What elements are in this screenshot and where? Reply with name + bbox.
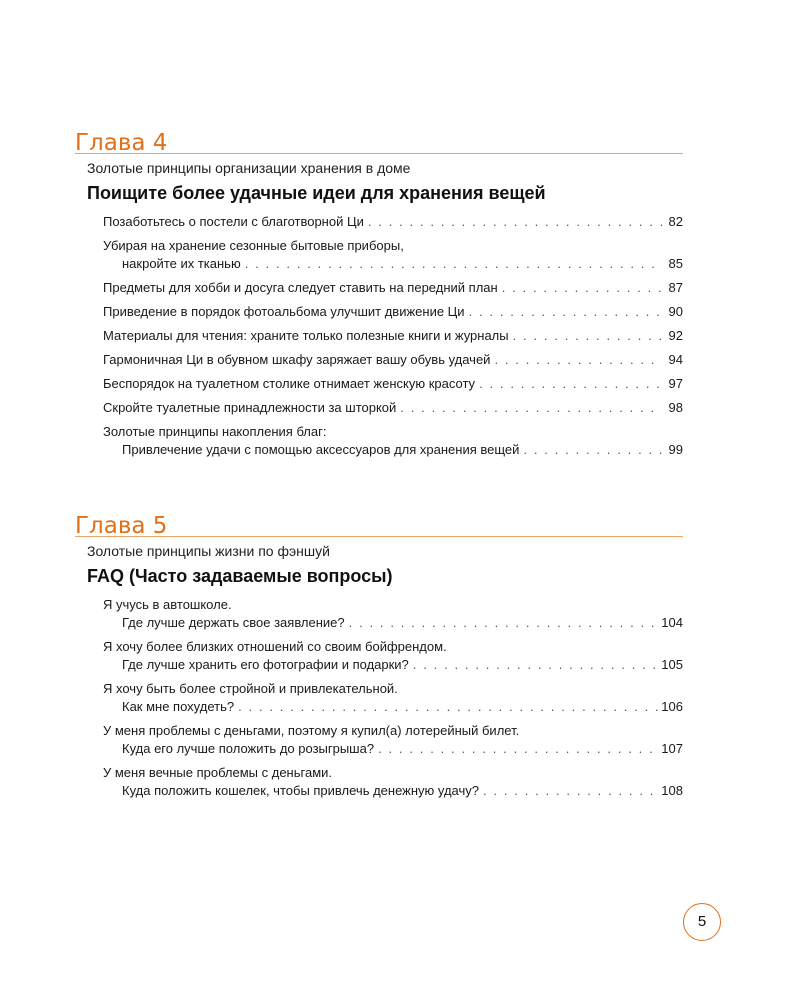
toc-entry[interactable] (103, 423, 683, 459)
chapter-title: Глава 5 (75, 513, 168, 539)
toc-entry-text: Гармоничная Ци в обувном шкафу заряжает вашу обувь удачей (103, 352, 491, 367)
toc-entry-text: Материалы для чтения: храните только полезные книги и журналы (103, 328, 509, 343)
chapter-subtitle: Золотые принципы жизни по фэншуй (87, 543, 330, 559)
toc-entry[interactable] (103, 399, 683, 417)
chapter-4 (75, 130, 683, 465)
toc-page-number: 92 (668, 328, 683, 343)
toc-entry-text: Я хочу более близких отношений со своим бойфрендом. (103, 639, 447, 654)
toc-page-number: 98 (668, 400, 683, 415)
toc-entry-text: Предметы для хобби и досуга следует ставить на передний план (103, 280, 498, 295)
toc-entry[interactable] (103, 680, 683, 716)
dot-leader (494, 351, 662, 369)
chapter-heading: Поищите более удачные идеи для хранения вещей (87, 183, 546, 203)
chapter-5 (75, 513, 683, 806)
toc-entry-text: Приведение в порядок фотоальбома улучшит движение Ци (103, 304, 465, 319)
toc-entry-text: накройте их тканью (122, 256, 241, 271)
toc-entry[interactable] (103, 764, 683, 800)
toc-entry[interactable] (103, 375, 683, 393)
chapter-heading: FAQ (Часто задаваемые вопросы) (87, 566, 393, 586)
toc-entry-text: У меня проблемы с деньгами, поэтому я купил(а) лотерейный билет. (103, 723, 520, 738)
dot-leader (513, 327, 662, 345)
dot-leader (245, 255, 662, 273)
dot-leader (378, 740, 658, 758)
dot-leader (483, 782, 658, 800)
toc-entry[interactable] (103, 213, 683, 231)
toc-entry-text: Где лучше хранить его фотографии и подарки? (122, 657, 409, 672)
toc-page-number: 99 (668, 442, 683, 457)
toc-page-number: 94 (668, 352, 683, 367)
toc-page-number: 106 (661, 699, 683, 714)
dot-leader (502, 279, 662, 297)
chapter-title: Глава 4 (75, 130, 168, 156)
toc-page-number: 90 (668, 304, 683, 319)
toc-entry-text: Золотые принципы накопления благ: (103, 424, 327, 439)
toc-entry-text: У меня вечные проблемы с деньгами. (103, 765, 333, 780)
chapter-divider (75, 536, 683, 537)
toc-list (103, 213, 683, 459)
toc-entry-text: Куда положить кошелек, чтобы привлечь денежную удачу? (122, 783, 479, 798)
toc-page-number: 104 (661, 615, 683, 630)
chapter-header (75, 513, 683, 539)
toc-entry[interactable] (103, 279, 683, 297)
toc-page-number: 87 (668, 280, 683, 295)
toc-entry-text: Позаботьтесь о постели с благотворной Ци (103, 214, 364, 229)
toc-entry-text: Я хочу быть более стройной и привлекательной. (103, 681, 398, 696)
page-number-badge: 5 (683, 903, 721, 941)
toc-entry-text: Куда его лучше положить до розыгрыша? (122, 741, 375, 756)
dot-leader (469, 303, 662, 321)
toc-entry-text: Убирая на хранение сезонные бытовые приборы, (103, 238, 404, 253)
toc-entry[interactable] (103, 327, 683, 345)
toc-page-number: 97 (668, 376, 683, 391)
toc-entry[interactable] (103, 237, 683, 273)
dot-leader (413, 656, 659, 674)
dot-leader (400, 399, 662, 417)
toc-page-number: 82 (668, 214, 683, 229)
toc-entry-text: Скройте туалетные принадлежности за шторкой (103, 400, 397, 415)
toc-entry[interactable] (103, 596, 683, 632)
chapter-divider (75, 153, 683, 154)
toc-entry-text: Где лучше держать свое заявление? (122, 615, 345, 630)
toc-entry[interactable] (103, 303, 683, 321)
toc-list (103, 596, 683, 800)
toc-entry-text: Беспорядок на туалетном столике отнимает женскую красоту (103, 376, 476, 391)
toc-page-number: 108 (661, 783, 683, 798)
toc-page-number: 107 (661, 741, 683, 756)
dot-leader (368, 213, 662, 231)
dot-leader (349, 614, 659, 632)
toc-entry[interactable] (103, 722, 683, 758)
toc-page-number: 85 (668, 256, 683, 271)
toc-entry-text: Я учусь в автошколе. (103, 597, 232, 612)
chapter-subtitle: Золотые принципы организации хранения в доме (87, 160, 411, 176)
dot-leader (479, 375, 662, 393)
chapter-header (75, 130, 683, 156)
toc-entry-text: Как мне похудеть? (122, 699, 235, 714)
toc-entry[interactable] (103, 638, 683, 674)
dot-leader (523, 441, 662, 459)
dot-leader (238, 698, 658, 716)
toc-entry[interactable] (103, 351, 683, 369)
toc-page-number: 105 (661, 657, 683, 672)
toc-entry-text: Привлечение удачи с помощью аксессуаров для хранения вещей (122, 442, 520, 457)
